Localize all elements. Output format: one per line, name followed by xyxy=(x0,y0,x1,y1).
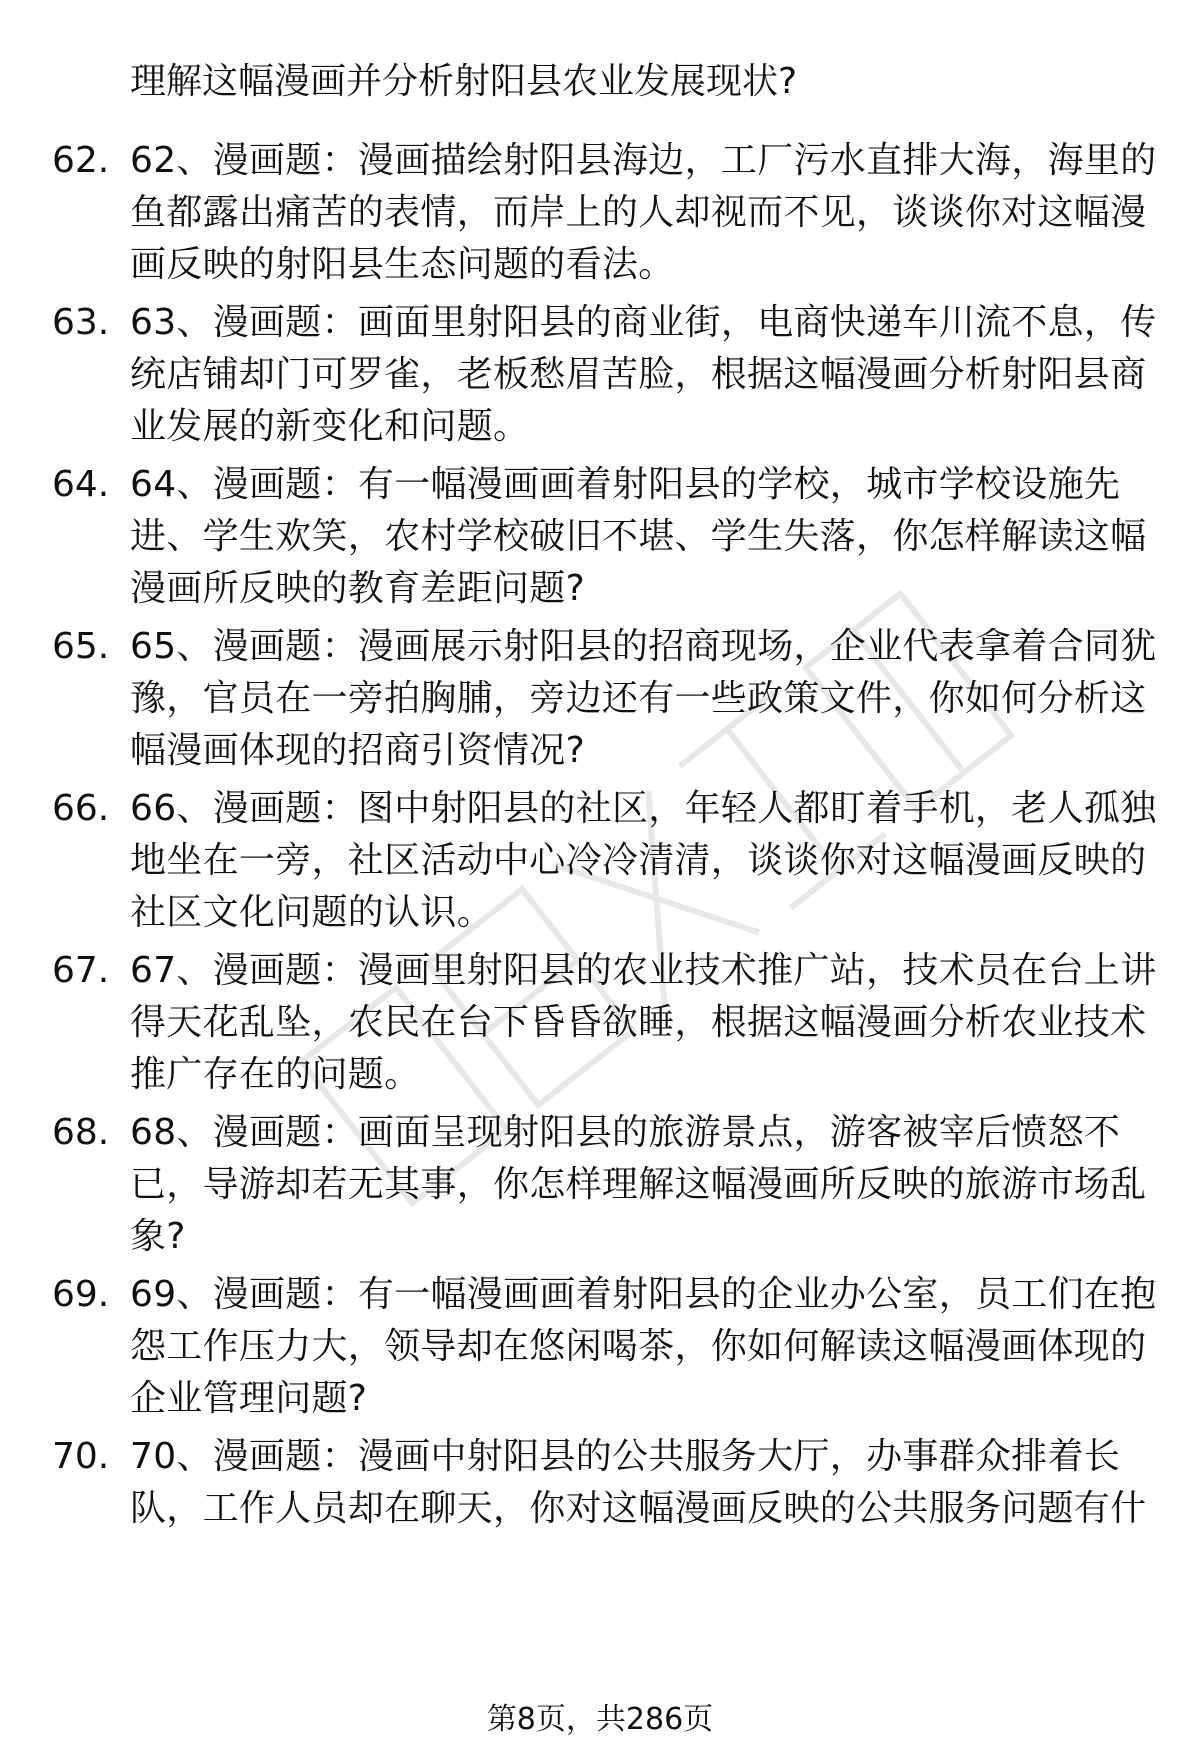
item-text xyxy=(130,1431,1150,1535)
item-text xyxy=(130,1269,1157,1425)
continuation-text: 理解这幅漫画并分析射阳县农业发展现状? xyxy=(130,61,798,102)
item-line: 统店铺却门可罗雀，老板愁眉苦脸，根据这幅漫画分析射阳县商 xyxy=(130,354,1147,395)
item-text xyxy=(130,621,1157,777)
item-line: 推广存在的问题。 xyxy=(130,1054,421,1095)
page-footer: 第8页，共286页 xyxy=(486,1702,714,1737)
item-number: 70. xyxy=(52,1436,110,1477)
item-number: 66. xyxy=(52,788,110,829)
item-line: 70、漫画题：漫画中射阳县的公共服务大厅，办事群众排着长 xyxy=(130,1436,1121,1477)
item-line: 63、漫画题：画面里射阳县的商业街，电商快递车川流不息，传 xyxy=(130,302,1157,343)
item-text xyxy=(130,297,1157,453)
item-number: 63. xyxy=(52,302,110,343)
item-number: 69. xyxy=(52,1274,110,1315)
item-line: 68、漫画题：画面呈现射阳县的旅游景点，游客被宰后愤怒不 xyxy=(130,1112,1121,1153)
item-line: 鱼都露出痛苦的表情，而岸上的人却视而不见，谈谈你对这幅漫 xyxy=(130,192,1147,233)
item-line: 漫画所反映的教育差距问题? xyxy=(130,568,586,609)
item-line: 66、漫画题：图中射阳县的社区，年轻人都盯着手机，老人孤独 xyxy=(130,788,1157,829)
item-line: 业发展的新变化和问题。 xyxy=(130,406,530,447)
item-number: 62. xyxy=(52,140,110,181)
item-line: 67、漫画题：漫画里射阳县的农业技术推广站，技术员在台上讲 xyxy=(130,950,1157,991)
item-number: 64. xyxy=(52,464,110,505)
item-line: 64、漫画题：有一幅漫画画着射阳县的学校，城市学校设施先 xyxy=(130,464,1121,505)
item-line: 62、漫画题：漫画描绘射阳县海边，工厂污水直排大海，海里的 xyxy=(130,140,1157,181)
item-line: 69、漫画题：有一幅漫画画着射阳县的企业办公室，员工们在抱 xyxy=(130,1274,1157,1315)
item-text xyxy=(130,783,1157,939)
item-line: 进、学生欢笑，农村学校破旧不堪、学生失落，你怎样解读这幅 xyxy=(130,516,1147,557)
item-line: 社区文化问题的认识。 xyxy=(130,892,494,933)
item-text xyxy=(130,945,1157,1101)
item-number: 68. xyxy=(52,1112,110,1153)
item-line: 企业管理问题? xyxy=(130,1378,368,1419)
item-line: 地坐在一旁，社区活动中心冷冷清清，谈谈你对这幅漫画反映的 xyxy=(130,840,1147,881)
item-text xyxy=(130,135,1157,291)
item-text xyxy=(130,1107,1150,1263)
item-number: 67. xyxy=(52,950,110,991)
item-line: 得天花乱坠，农民在台下昏昏欲睡，根据这幅漫画分析农业技术 xyxy=(130,1002,1147,1043)
item-line: 队，工作人员却在聊天，你对这幅漫画反映的公共服务问题有什 xyxy=(130,1488,1147,1529)
item-line: 豫，官员在一旁拍胸脯，旁边还有一些政策文件，你如何分析这 xyxy=(130,678,1147,719)
item-number: 65. xyxy=(52,626,110,667)
item-line: 幅漫画体现的招商引资情况? xyxy=(130,730,586,771)
item-line: 画反映的射阳县生态问题的看法。 xyxy=(130,244,675,285)
item-line: 65、漫画题：漫画展示射阳县的招商现场，企业代表拿着合同犹 xyxy=(130,626,1157,667)
item-line: 怨工作压力大，领导却在悠闲喝茶，你如何解读这幅漫画体现的 xyxy=(130,1326,1147,1367)
item-line: 已，导游却若无其事，你怎样理解这幅漫画所反映的旅游市场乱 xyxy=(130,1164,1147,1205)
item-line: 象? xyxy=(130,1216,186,1257)
item-text xyxy=(130,459,1150,615)
